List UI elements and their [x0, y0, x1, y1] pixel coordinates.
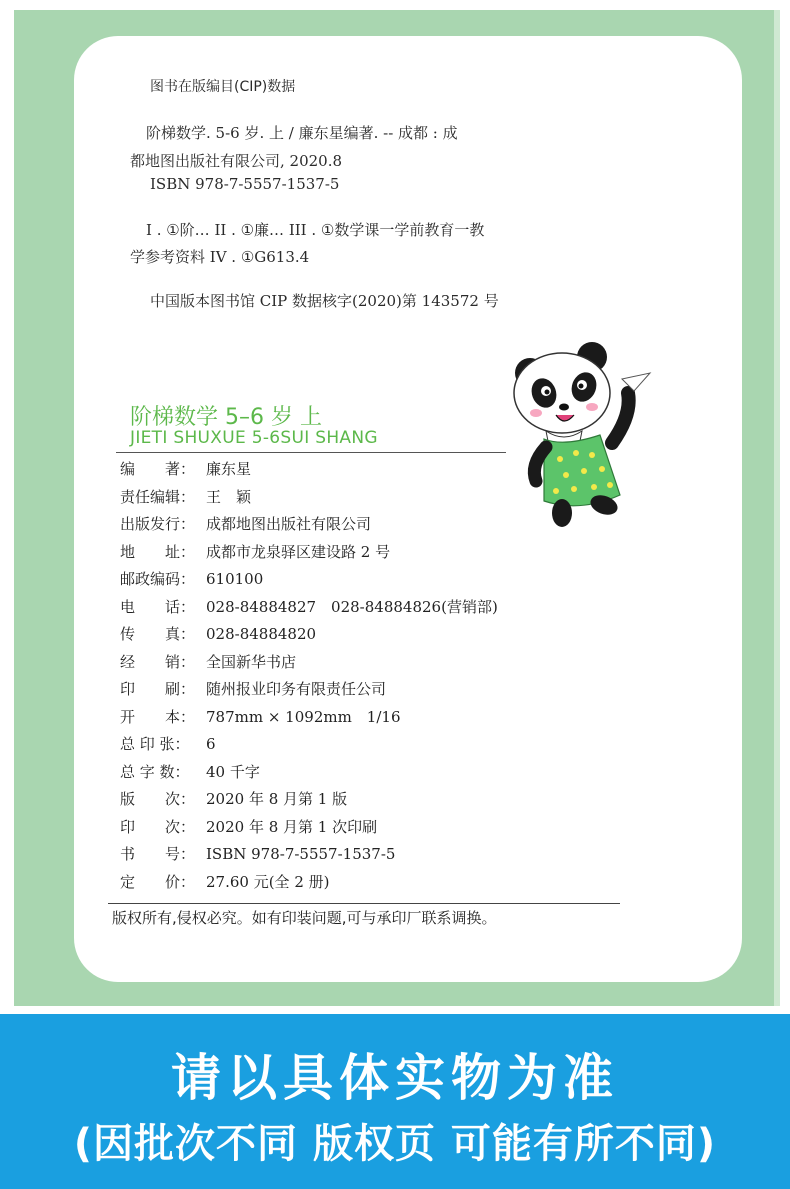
info-value: 成都市龙泉驿区建设路 2 号	[206, 542, 391, 561]
info-label: 版 次：	[120, 790, 196, 808]
info-value: 2020 年 8 月第 1 次印刷	[206, 817, 378, 836]
info-label: 出版发行：	[120, 515, 196, 533]
info-row	[120, 458, 620, 486]
info-row	[120, 651, 620, 679]
rights-notice: 版权所有,侵权必究。如有印装问题,可与承印厂联系调换。	[112, 909, 497, 927]
banner-subline: (因批次不同 版权页 可能有所不同)	[73, 1121, 717, 1167]
info-row	[120, 678, 620, 706]
cip-line: 中国版本图书馆 CIP 数据核字(2020)第 143572 号	[150, 292, 499, 310]
info-value: 2020 年 8 月第 1 版	[206, 790, 348, 808]
info-label: 传 真：	[120, 625, 196, 643]
info-row	[120, 788, 620, 816]
info-value: 610100	[206, 570, 264, 588]
info-label: 总 字 数：	[120, 762, 190, 781]
info-row	[120, 513, 620, 541]
info-label: 开 本：	[120, 707, 196, 726]
info-value: 27.60 元(全 2 册)	[206, 872, 330, 891]
info-value: 随州报业印务有限责任公司	[206, 680, 387, 698]
banner-headline: 请以具体实物为准	[171, 1049, 619, 1107]
cip-line: 学参考资料 IV . ①G613.4	[130, 248, 310, 266]
info-value: ISBN 978-7-5557-1537-5	[206, 845, 396, 863]
cip-isbn: ISBN 978-7-5557-1537-5	[150, 175, 340, 193]
cip-title: 图书在版编目(CIP)数据	[150, 79, 296, 95]
info-row	[120, 871, 620, 899]
info-value: 40 千字	[206, 762, 260, 781]
info-label: 总 印 张：	[120, 735, 190, 753]
info-label: 编 著：	[120, 460, 196, 478]
book-pinyin: JIETI SHUXUE 5-6SUI SHANG	[130, 428, 378, 448]
cip-line: 阶梯数学. 5-6 岁. 上 / 廉东星编著. -- 成都 : 成	[146, 124, 458, 142]
info-value: 028-84884827 028-84884826(营销部)	[206, 597, 498, 616]
info-label: 邮政编码：	[120, 570, 196, 588]
info-value: 787mm × 1092mm 1/16	[206, 707, 401, 726]
info-value: 全国新华书店	[206, 652, 297, 671]
info-label: 电 话：	[120, 597, 196, 616]
title-divider	[116, 452, 506, 453]
info-label: 责任编辑：	[120, 487, 196, 506]
info-row	[120, 816, 620, 844]
cip-line: I . ①阶… II . ①廉… III . ①数学课一学前教育一教	[146, 221, 485, 239]
info-value: 028-84884820	[206, 625, 317, 643]
info-row	[120, 541, 620, 569]
bottom-divider	[108, 903, 620, 904]
info-row	[120, 761, 620, 789]
publication-info	[120, 458, 620, 898]
info-row	[120, 623, 620, 651]
info-value: 王 颖	[206, 487, 252, 506]
book-title: 阶梯数学 5–6 岁 上	[130, 405, 322, 430]
info-label: 书 号：	[120, 845, 196, 863]
info-row	[120, 568, 620, 596]
info-value: 6	[206, 735, 216, 753]
info-label: 印 次：	[120, 817, 196, 836]
info-value: 廉东星	[206, 460, 252, 478]
info-label: 地 址：	[120, 542, 196, 561]
info-value: 成都地图出版社有限公司	[206, 515, 372, 533]
info-row	[120, 843, 620, 871]
info-row	[120, 596, 620, 624]
info-label: 印 刷：	[120, 680, 196, 698]
info-label: 经 销：	[120, 652, 196, 671]
info-row	[120, 706, 620, 734]
cip-line: 都地图出版社有限公司, 2020.8	[130, 152, 343, 170]
info-row	[120, 486, 620, 514]
info-label: 定 价：	[120, 872, 196, 891]
info-row	[120, 733, 620, 761]
